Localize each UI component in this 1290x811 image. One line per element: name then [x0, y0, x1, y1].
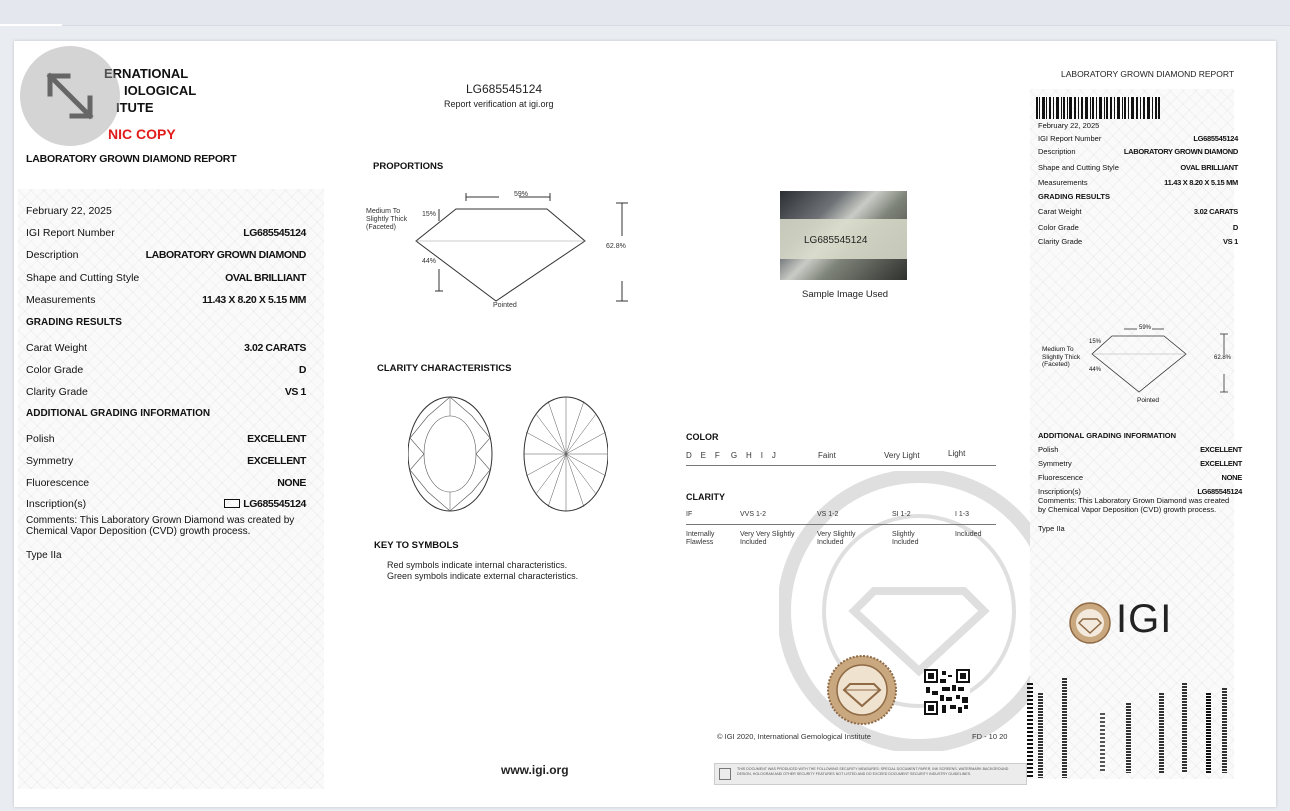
- color-scale-line: [686, 465, 996, 466]
- security-note: THIS DOCUMENT WAS PRODUCED WITH THE FOLLOWING SECURITY MEASURES: SPECIAL DOCUMENT PAPER, INK SCREENS, WATERMARK BACKGROUND DESIGN, HOLOGRAM AND OTHER SECURITY FEATURES NOT LISTED AND DO EXCEED DOCUMENT SECURITY INDUSTRY GUIDELINES.: [737, 767, 1009, 776]
- value-measurements: 11.43 X 8.20 X 5.15 MM: [202, 294, 306, 306]
- right-value-shape: OVAL BRILLIANT: [1180, 163, 1238, 172]
- verification-link[interactable]: Report verification at igi.org: [444, 99, 554, 109]
- value-symmetry: EXCELLENT: [247, 455, 306, 467]
- right-diamond-type: Type IIa: [1038, 524, 1065, 533]
- right-value-inscription: LG685545124: [1197, 487, 1242, 496]
- right-value-color: D: [1232, 223, 1238, 232]
- clarity-code-vs: VS 1-2: [817, 511, 839, 518]
- right-label-measurements: Measurements: [1038, 178, 1088, 187]
- report-date: February 22, 2025: [26, 205, 112, 217]
- right-value-report-number: LG685545124: [1193, 134, 1238, 143]
- clarity-characteristics-heading: CLARITY CHARACTERISTICS: [377, 363, 512, 374]
- clarity-code-vvs: VVS 1-2: [740, 511, 767, 518]
- right-culet-description: Pointed: [1137, 397, 1160, 404]
- value-inscription: LG685545124: [224, 498, 306, 510]
- logo-line-3: ITUTE: [116, 100, 154, 115]
- clarity-word-if: Internally Flawless: [686, 531, 715, 546]
- key-green-symbols: Green symbols indicate external characteristics.: [387, 571, 579, 581]
- clarity-scale-line: [686, 524, 996, 525]
- key-red-symbols: Red symbols indicate internal characteristics.: [387, 560, 568, 570]
- right-comments: Comments: This Laboratory Grown Diamond was created by Chemical Vapor Deposition (CVD) growth process.: [1038, 496, 1230, 514]
- label-symmetry: Symmetry: [26, 455, 74, 467]
- report-number-heading: LG685545124: [466, 82, 543, 96]
- value-clarity: VS 1: [284, 386, 306, 398]
- label-report-number: IGI Report Number: [26, 227, 115, 239]
- right-label-carat: Carat Weight: [1038, 207, 1082, 216]
- right-proportions-diagram: [1084, 324, 1234, 404]
- igi-logo-seal-icon: [1068, 601, 1112, 645]
- right-label-fluorescence: Fluorescence: [1038, 473, 1084, 482]
- sample-caption: Sample Image Used: [802, 289, 889, 300]
- electronic-copy-label: NIC COPY: [108, 126, 176, 142]
- tab-indicator: [0, 24, 62, 26]
- proportions-heading: PROPORTIONS: [373, 161, 444, 172]
- diamond-type: Type IIa: [26, 550, 62, 561]
- label-description: Description: [26, 249, 79, 261]
- logo-line-2: IOLOGICAL: [124, 83, 197, 98]
- right-date: February 22, 2025: [1038, 121, 1100, 130]
- igi-brand: IGI: [1116, 597, 1173, 641]
- clarity-code-i: I 1-3: [955, 511, 970, 518]
- right-table-percent: 59%: [1139, 325, 1152, 331]
- sample-diamond-image: [780, 191, 907, 280]
- value-report-number: LG685545124: [243, 227, 306, 239]
- color-scale-grades: D E F G H I J: [686, 451, 776, 460]
- right-depth-percent: 62.8%: [1214, 355, 1232, 361]
- label-measurements: Measurements: [26, 294, 96, 306]
- clarity-word-vs: Very Slightly Included: [817, 531, 856, 546]
- right-label-report-number: IGI Report Number: [1038, 134, 1102, 143]
- right-pavilion-percent: 44%: [1089, 367, 1102, 373]
- comments: Comments: This Laboratory Grown Diamond was created by Chemical Vapor Deposition (CVD) growth process.: [26, 515, 295, 537]
- right-value-measurements: 11.43 X 8.20 X 5.15 MM: [1164, 178, 1238, 187]
- label-fluorescence: Fluorescence: [26, 477, 90, 489]
- clarity-code-if: IF: [686, 511, 693, 518]
- logo-line-1: ERNATIONAL: [104, 66, 189, 81]
- lock-icon: [719, 768, 731, 780]
- right-label-color: Color Grade: [1038, 223, 1079, 232]
- crown-percent: 15%: [422, 211, 437, 218]
- color-scale-light: Light: [948, 449, 966, 458]
- right-label-inscription: Inscription(s): [1038, 487, 1081, 496]
- depth-percent: 62.8%: [606, 243, 626, 250]
- right-label-shape: Shape and Cutting Style: [1038, 163, 1119, 172]
- expand-button[interactable]: [20, 46, 120, 146]
- clarity-word-vvs: Very Very Slightly Included: [740, 531, 795, 546]
- value-polish: EXCELLENT: [247, 433, 306, 445]
- right-value-fluorescence: NONE: [1221, 473, 1242, 482]
- value-description: LABORATORY GROWN DIAMOND: [145, 249, 306, 261]
- label-inscription: Inscription(s): [26, 498, 87, 510]
- right-crown-percent: 15%: [1089, 339, 1102, 345]
- value-shape: OVAL BRILLIANT: [225, 272, 306, 284]
- right-label-polish: Polish: [1038, 445, 1059, 454]
- right-value-symmetry: EXCELLENT: [1200, 459, 1242, 468]
- clarity-word-si: Slightly Included: [892, 531, 919, 546]
- form-code: FD - 10 20: [972, 732, 1008, 741]
- report-sheet: [14, 41, 1276, 807]
- value-fluorescence: NONE: [277, 477, 306, 489]
- barcode-icon: [1036, 97, 1160, 119]
- right-value-description: LABORATORY GROWN DIAMOND: [1123, 147, 1238, 156]
- right-label-description: Description: [1038, 147, 1076, 156]
- label-polish: Polish: [26, 433, 55, 445]
- report-title: LABORATORY GROWN DIAMOND REPORT: [26, 153, 237, 165]
- girdle-description: Medium To Slightly Thick (Faceted): [366, 208, 408, 231]
- clarity-scale-heading: CLARITY: [686, 492, 725, 502]
- label-clarity: Clarity Grade: [26, 386, 88, 398]
- right-label-symmetry: Symmetry: [1038, 459, 1072, 468]
- right-additional-heading: ADDITIONAL GRADING INFORMATION: [1038, 431, 1177, 440]
- column-divider: [336, 41, 337, 807]
- right-girdle-description: Medium To Slightly Thick (Faceted): [1042, 346, 1081, 368]
- color-scale-faint: Faint: [818, 451, 836, 460]
- right-report-title: LABORATORY GROWN DIAMOND REPORT: [1061, 69, 1235, 79]
- label-shape: Shape and Cutting Style: [26, 272, 140, 284]
- label-carat: Carat Weight: [26, 342, 88, 354]
- clarity-plot-diagrams: [408, 396, 608, 516]
- table-percent: 59%: [514, 191, 529, 198]
- right-value-polish: EXCELLENT: [1200, 445, 1242, 454]
- rotated-summary-strip: [1022, 673, 1242, 783]
- color-scale-heading: COLOR: [686, 432, 719, 442]
- clarity-word-i: Included: [955, 531, 982, 538]
- label-color: Color Grade: [26, 364, 84, 376]
- grading-results-heading: GRADING RESULTS: [26, 317, 122, 328]
- value-carat: 3.02 CARATS: [244, 342, 306, 354]
- right-value-carat: 3.02 CARATS: [1193, 207, 1238, 216]
- security-note-box: [714, 763, 1027, 785]
- sample-inscription: LG685545124: [804, 235, 868, 246]
- igi-inscription-icon: [224, 499, 240, 508]
- expand-arrows-icon: [20, 46, 120, 146]
- right-grading-heading: GRADING RESULTS: [1038, 192, 1110, 201]
- value-color: D: [298, 364, 306, 376]
- website[interactable]: www.igi.org: [501, 763, 569, 777]
- culet-description: Pointed: [493, 302, 517, 309]
- qr-code-icon[interactable]: [924, 669, 970, 715]
- viewer-toolbar: [0, 0, 1290, 26]
- additional-info-heading: ADDITIONAL GRADING INFORMATION: [26, 408, 211, 419]
- clarity-code-si: SI 1-2: [892, 511, 911, 518]
- color-scale-very-light: Very Light: [884, 451, 920, 460]
- pavilion-percent: 44%: [422, 258, 437, 265]
- right-label-clarity: Clarity Grade: [1038, 237, 1083, 246]
- copyright: © IGI 2020, International Gemological Institute: [717, 732, 871, 741]
- igi-seal-icon: [826, 654, 898, 726]
- right-value-clarity: VS 1: [1222, 237, 1238, 246]
- key-to-symbols-heading: KEY TO SYMBOLS: [374, 540, 459, 551]
